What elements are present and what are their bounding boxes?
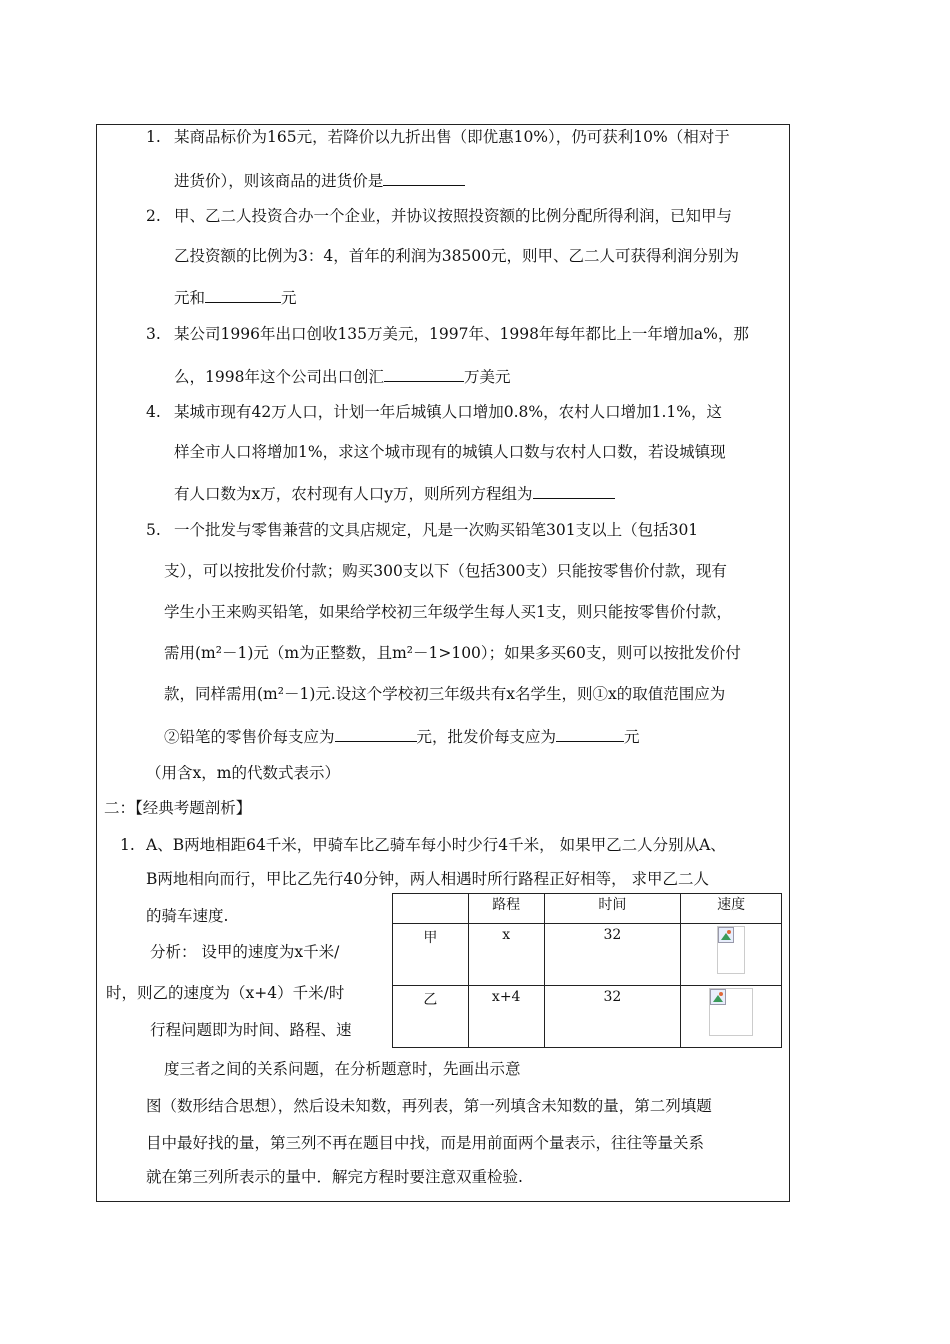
table-cell-speed [681, 986, 782, 1048]
table-header-cell: 速度 [681, 894, 782, 924]
problem-4-number: 4. [146, 403, 161, 421]
problem-1-number: 1. [146, 128, 161, 146]
problem-1-line-1: 某商品标价为165元，若降价以九折出售（即优惠10%），仍可获利10%（相对于 [174, 128, 730, 146]
row-time: 32 [603, 989, 622, 1005]
table-header-cell [393, 894, 469, 924]
problem-2-line-3: 元和 元 [174, 289, 297, 307]
speed-table [392, 893, 782, 1048]
example-1-line-1: A、B两地相距64千米，甲骑车比乙骑车每小时少行4千米， 如果甲乙二人分别从A、 [146, 836, 726, 854]
problem-1-line-2: 进货价），则该商品的进货价是 [174, 170, 465, 191]
table-row [393, 986, 782, 1048]
table-cell-time [544, 924, 681, 986]
problem-3-number: 3. [146, 325, 161, 343]
problem-5-line-4: 需用(m²－1)元（m为正整数，且m²－1>100）；如果多买60支，则可以按批发价付 [164, 644, 741, 662]
example-1-line-3: 的骑车速度. [146, 907, 229, 925]
table-cell-name [393, 924, 469, 986]
table-header-cell: 时间 [544, 894, 681, 924]
problem-5-line-1: 一个批发与零售兼营的文具店规定，凡是一次购买铅笔301支以上（包括301 [174, 521, 699, 539]
problem-4-line-1: 某城市现有42万人口，计划一年后城镇人口增加0.8%，农村人口增加1.1%，这 [174, 403, 722, 421]
problem-5-number: 5. [146, 521, 161, 539]
table-cell-distance [468, 924, 544, 986]
section-2-title: 二：【经典考题剖析】 [104, 799, 252, 817]
problem-2-number: 2. [146, 207, 161, 225]
problem-4-line-3: 有人口数为x万，农村现有人口y万，则所列方程组为 [174, 483, 615, 504]
row-name: 甲 [423, 930, 438, 946]
analysis-line-6: 目中最好找的量，第三列不再在题目中找，而是用前面两个量表示，往往等量关系 [146, 1134, 705, 1152]
example-1-number: 1. [120, 836, 135, 854]
table-header-cell: 路程 [468, 894, 544, 924]
answer-blank[interactable] [556, 726, 624, 742]
analysis-line-5: 图（数形结合思想），然后设未知数，再列表，第一列填含未知数的量，第二列填题 [146, 1097, 712, 1115]
answer-blank[interactable] [335, 726, 417, 742]
broken-image-icon [717, 926, 745, 974]
row-time: 32 [603, 927, 622, 943]
problem-2-line-1: 甲、乙二人投资合办一个企业，并协议按照投资额的比例分配所得利润，已知甲与 [174, 207, 733, 225]
problem-3-line-1: 某公司1996年出口创收135万美元，1997年、1998年每年都比上一年增加a%，那 [174, 325, 749, 343]
row-name: 乙 [423, 992, 438, 1008]
problem-5-line-3: 学生小王来购买铅笔，如果给学校初三年级学生每人买1支，则只能按零售价付款， [164, 603, 732, 621]
table-cell-distance [468, 986, 544, 1048]
problem-5-line-6: ②铅笔的零售价每支应为 元，批发价每支应为 元 [164, 728, 640, 746]
broken-image-icon [709, 988, 753, 1036]
table-header-row [393, 894, 782, 924]
analysis-line-2: 时，则乙的速度为（x+4）千米/时 [106, 984, 345, 1002]
table-row [393, 924, 782, 986]
analysis-line-3: 行程问题即为时间、路程、速 [150, 1021, 352, 1039]
answer-blank[interactable] [383, 170, 465, 186]
problem-5-hint: （用含x，m的代数式表示） [146, 764, 340, 782]
analysis-line-4: 度三者之间的关系问题，在分析题意时，先画出示意 [164, 1060, 521, 1078]
table-cell-speed [681, 924, 782, 986]
answer-blank[interactable] [533, 483, 615, 499]
analysis-line-1: 分析： 设甲的速度为x千米/ [150, 943, 340, 961]
example-1-line-2: B两地相向而行，甲比乙先行40分钟，两人相遇时所行路程正好相等， 求甲乙二人 [146, 870, 710, 888]
answer-blank[interactable] [205, 287, 281, 303]
problem-2-line-2: 乙投资额的比例为3：4，首年的利润为38500元，则甲、乙二人可获得利润分别为 [174, 247, 740, 265]
row-distance: x+4 [491, 989, 521, 1005]
table-cell-time [544, 986, 681, 1048]
problem-5-line-5: 款，同样需用(m²－1)元.设这个学校初三年级共有x名学生，则①x的取值范围应为 [164, 685, 726, 703]
problem-4-line-2: 样全市人口将增加1%，求这个城市现有的城镇人口数与农村人口数，若设城镇现 [174, 443, 726, 461]
problem-5-line-2: 支），可以按批发价付款；购买300支以下（包括300支）只能按零售价付款，现有 [164, 562, 727, 580]
analysis-line-7: 就在第三列所表示的量中．解完方程时要注意双重检验. [146, 1168, 523, 1186]
problem-3-line-2: 么，1998年这个公司出口创汇 万美元 [174, 368, 511, 386]
row-distance: x [502, 927, 511, 943]
table-cell-name [393, 986, 469, 1048]
answer-blank[interactable] [384, 366, 464, 382]
